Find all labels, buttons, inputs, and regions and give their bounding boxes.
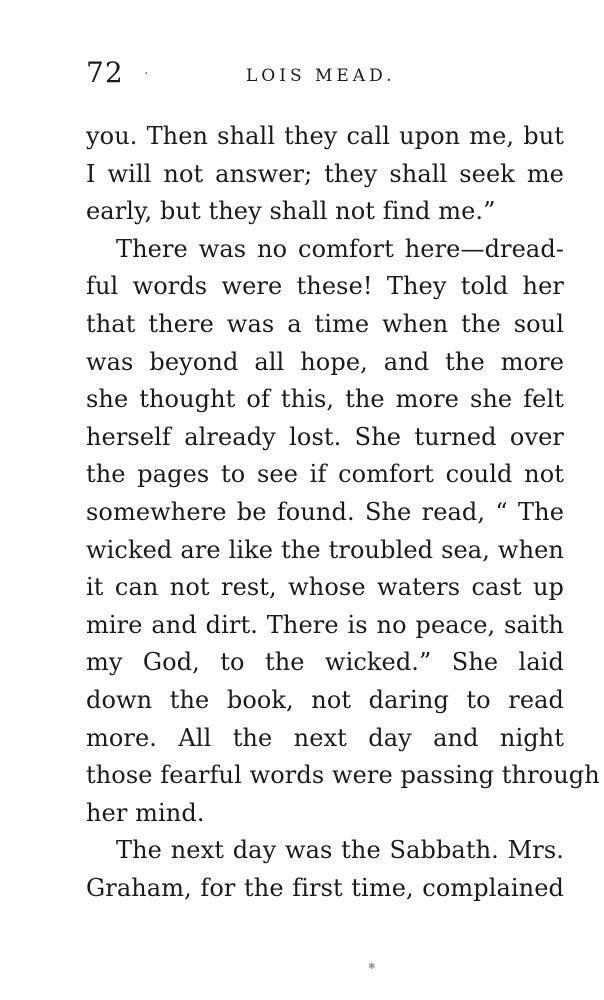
text-line: somewhere be found. She read, “ The xyxy=(86,497,564,526)
text-line: that there was a time when the soul xyxy=(86,309,564,338)
text-line: you. Then shall they call upon me, but xyxy=(86,122,564,150)
text-line: was beyond all hope, and the more xyxy=(86,347,564,376)
text-line: Graham, for the first time, complained xyxy=(86,873,564,902)
text-line: wicked are like the troubled sea, when xyxy=(86,535,564,564)
page-number: 72 xyxy=(86,56,124,89)
text-line: more. All the next day and night xyxy=(86,723,564,752)
text-line: the pages to see if comfort could not xyxy=(86,460,564,489)
body-text xyxy=(86,118,600,907)
text-line: it can not rest, whose waters cast up xyxy=(86,573,564,602)
text-line: my God, to the wicked.” She laid xyxy=(86,648,564,677)
text-line: mire and dirt. There is no peace, saith xyxy=(86,610,564,639)
running-head-title: LOIS MEAD. xyxy=(246,66,396,86)
text-line: those fearful words were passing through xyxy=(86,761,600,790)
text-line: down the book, not daring to read xyxy=(86,685,564,714)
paragraph-first-line: The next day was the Sabbath. Mrs. xyxy=(116,836,564,865)
text-line: ful words were these! They told her xyxy=(86,272,564,301)
text-line: she thought of this, the more she felt xyxy=(86,385,564,414)
text-line: her mind. xyxy=(86,798,205,827)
page-header xyxy=(86,56,566,96)
text-line: herself already lost. She turned over xyxy=(86,422,564,451)
header-dot: · xyxy=(144,66,149,82)
paper-speck: ✱ xyxy=(368,962,376,972)
text-line: early, but they shall not find me.” xyxy=(86,197,496,226)
paragraph-first-line: There was no comfort here—dread- xyxy=(116,234,564,263)
text-line: I will not answer; they shall seek me xyxy=(86,159,564,188)
